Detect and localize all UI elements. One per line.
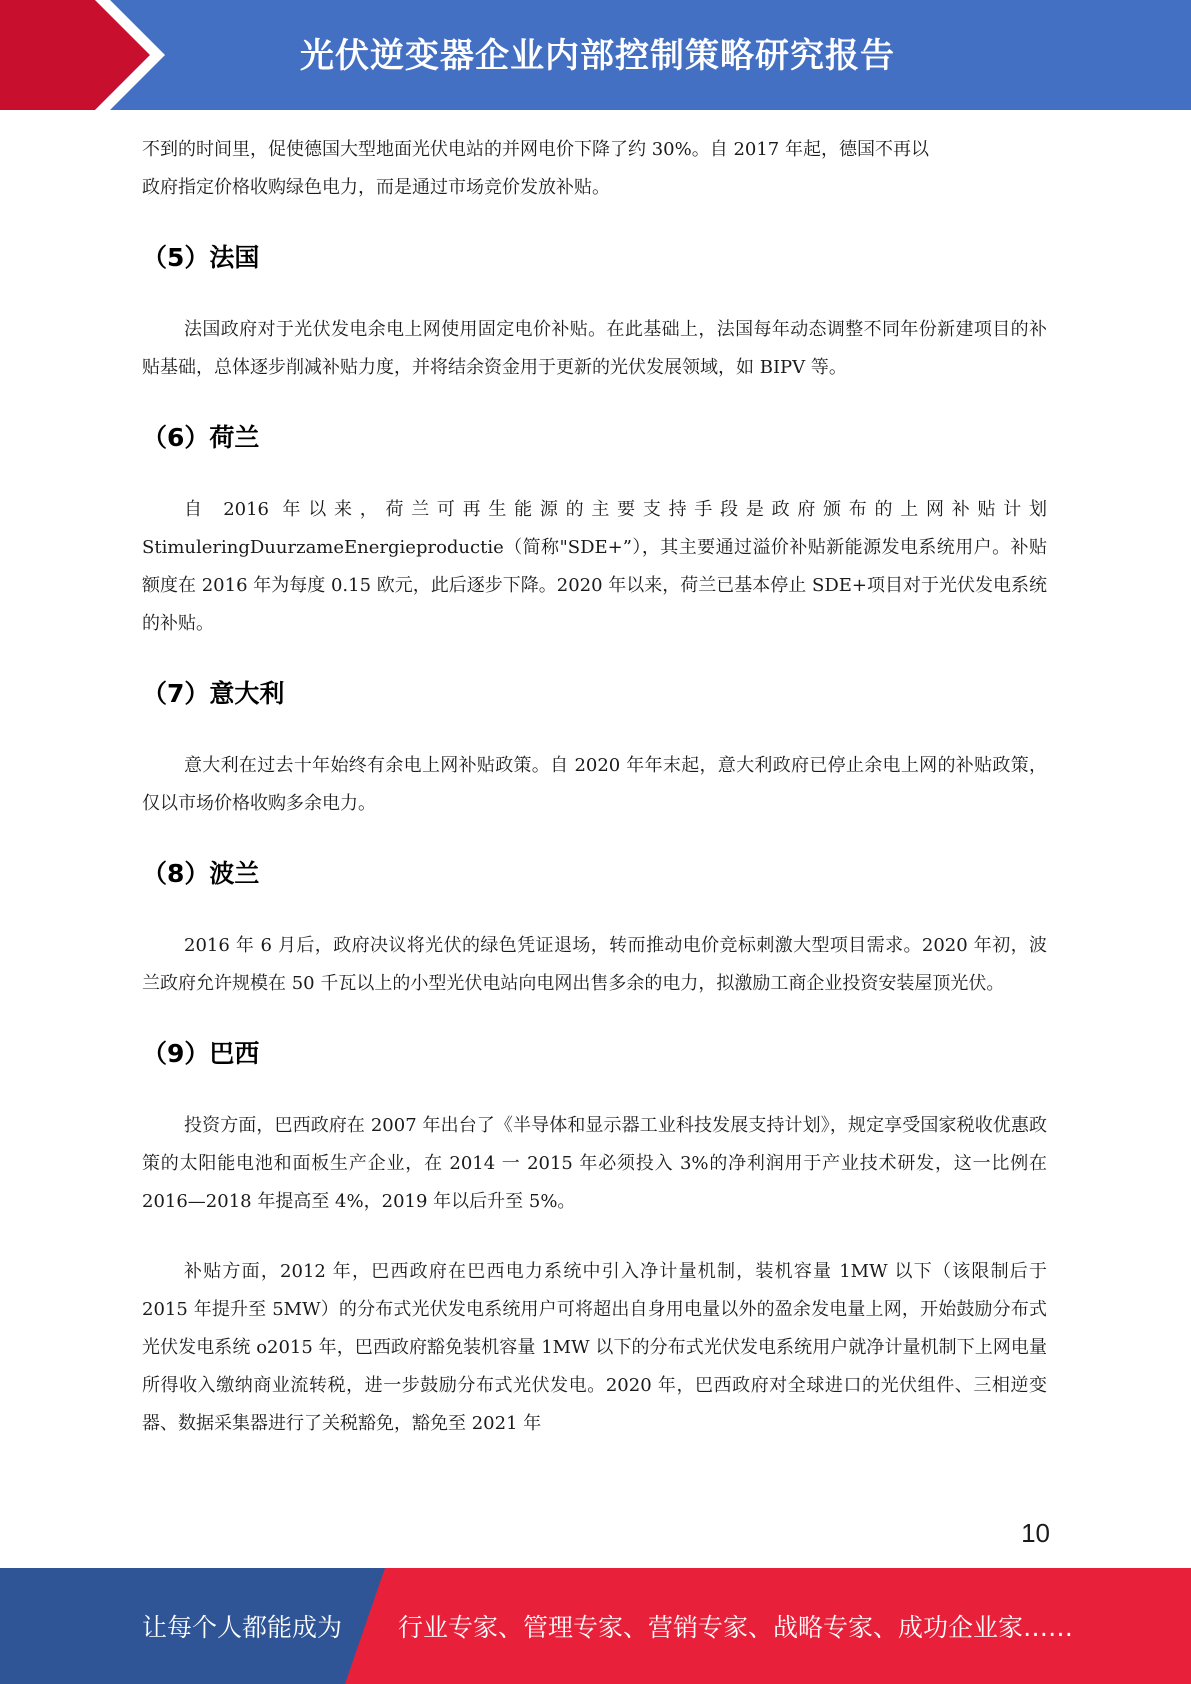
page-footer (0, 1568, 1191, 1684)
footer-slogan-left: 让每个人都能成为 (142, 1613, 343, 1642)
section-paragraph-brazil-subsidy: 补贴方面，2012 年，巴西政府在巴西电力系统中引入净计量机制，装机容量 1MW 以下（该限制后于 2015 年提升至 5MW）的分布式光伏发电系统用户可将超出自身用电量以外的盈余发电量上网，开始鼓励分布式光伏发电系统 o2015 年，巴西政府豁免装机容量 1MW 以下的分布式光伏发电系统用户就净计量机制下上网电量所得收入缴纳商业流转税，进一步鼓励分布式光伏发电。2020 年，巴西政府对全球进口的光伏组件、三相逆变器、数据采集器进行了关税豁免，豁免至 2021 年 (142, 1261, 1047, 1434)
section-paragraph-brazil-investment: 投资方面，巴西政府在 2007 年出台了《半导体和显示器工业科技发展支持计划》，规定享受国家税收优惠政策的太阳能电池和面板生产企业，在 2014 一 2015 年必须投入 3%的净利润用于产业技术研发，这一比例在 2016—2018 年提高至 4%，2019 年以后升至 5%。 (142, 1115, 1047, 1212)
section-heading-italy: （7）意大利 (142, 679, 285, 708)
section-paragraph-italy: 意大利在过去十年始终有余电上网补贴政策。自 2020 年年末起，意大利政府已停止余电上网的补贴政策，仅以市场价格收购多余电力。 (142, 755, 1047, 814)
footer-slogan-right: 行业专家、管理专家、营销专家、战略专家、成功企业家…… (398, 1613, 1074, 1642)
section-paragraph-france: 法国政府对于光伏发电余电上网使用固定电价补贴。在此基础上，法国每年动态调整不同年份新建项目的补贴基础，总体逐步削减补贴力度，并将结余资金用于更新的光伏发展领域，如 BIPV 等。 (142, 319, 1047, 378)
document-title: 光伏逆变器企业内部控制策略研究报告 (300, 36, 895, 76)
page-number: 10 (1021, 1518, 1050, 1548)
section-heading-france: （5）法国 (142, 243, 260, 272)
section-heading-poland: （8）波兰 (142, 859, 260, 888)
section-paragraph-netherlands: 自 2016 年以来，荷兰可再生能源的主要支持手段是政府颁布的上网补贴计划 StimuleringDuurzameEnergieproductie（简称"SDE+”），其主要通过溢价补贴新能源发电系统用户。补贴额度在 2016 年为每度 0.15 欧元，此后逐步下降。2020 年以来，荷兰已基本停止 SDE+项目对于光伏发电系统的补贴。 (142, 499, 1048, 634)
intro-line-2: 政府指定价格收购绿色电力，而是通过市场竞价发放补贴。 (142, 177, 610, 198)
page-body (142, 131, 1047, 1443)
section-paragraph-poland: 2016 年 6 月后，政府决议将光伏的绿色凭证退场，转而推动电价竞标刺激大型项目需求。2020 年初，波兰政府允许规模在 50 千瓦以上的小型光伏电站向电网出售多余的电力，拟激励工商企业投资安装屋顶光伏。 (142, 935, 1047, 994)
section-heading-brazil: （9）巴西 (142, 1039, 260, 1068)
page-header (0, 0, 1191, 110)
intro-line-1: 不到的时间里，促使德国大型地面光伏电站的并网电价下降了约 30%。自 2017 年起，德国不再以 (142, 139, 929, 160)
section-heading-netherlands: （6）荷兰 (142, 423, 260, 452)
